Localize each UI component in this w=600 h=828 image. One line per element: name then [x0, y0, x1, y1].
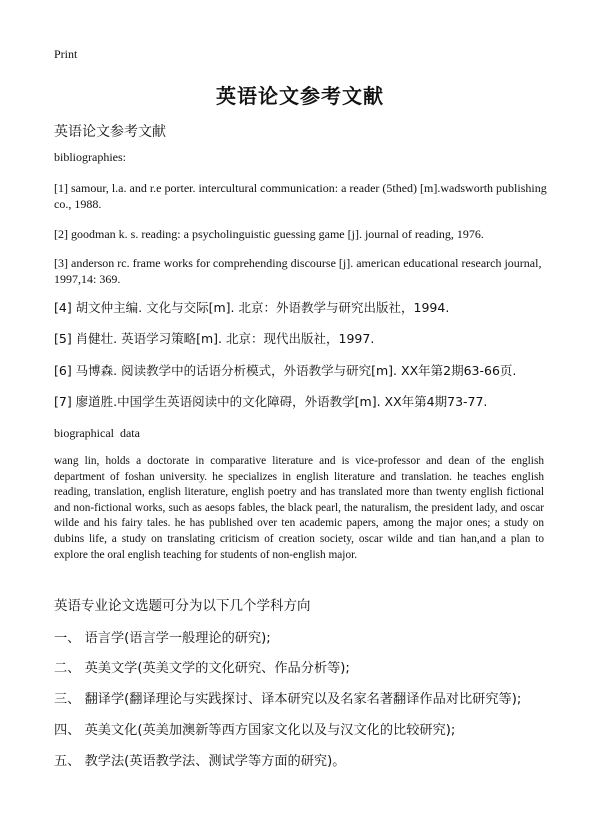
direction-item: 一、 语言学(语言学一般理论的研究); [54, 631, 271, 646]
direction-item: 五、 教学法(英语教学法、测试学等方面的研究)。 [54, 754, 346, 769]
subtitle: 英语论文参考文献 [54, 124, 166, 140]
direction-item: 四、 英美文化(英美加澳新等西方国家文化以及与汉文化的比较研究); [54, 723, 456, 738]
direction-item: 二、 英美文学(英美文学的文化研究、作品分析等); [54, 661, 350, 676]
directions-heading: 英语专业论文选题可分为以下几个学科方向 [54, 598, 311, 614]
reference-4: [4] 胡文仲主编. 文化与交际[m]. 北京：外语教学与研究出版社，1994. [54, 300, 450, 315]
page-title: 英语论文参考文献 [216, 84, 384, 108]
biographical-heading: biographical data [54, 426, 140, 440]
reference-5: [5] 肖健壮. 英语学习策略[m]. 北京：现代出版社，1997. [54, 331, 375, 346]
reference-3: [3] anderson rc. frame works for comprehending discourse [j]. american educational research journal, 1997,14: 369. [54, 256, 542, 286]
reference-6: [6] 马博森. 阅读教学中的话语分析模式，外语教学与研究[m]. XX年第2期63-66页. [54, 363, 517, 378]
direction-item: 三、 翻译学(翻译理论与实践探讨、译本研究以及名家名著翻译作品对比研究等); [54, 692, 522, 707]
reference-2: [2] goodman k. s. reading: a psycholinguistic guessing game [j]. journal of reading, 1976. [54, 227, 484, 241]
bibliographies-heading: bibliographies: [54, 150, 126, 164]
reference-7: [7] 廖道胜.中国学生英语阅读中的文化障碍，外语教学[m]. XX年第4期73-77. [54, 394, 488, 409]
biographical-paragraph: wang lin, holds a doctorate in comparative literature and is vice-professor and dean of the english department of foshan university. he specializes in english literature and translation. he teaches english reading, translation, english literature, english poetry and has translated more than twenty english fictional and non-fictional works, such as aesops fables, the black pearl, the naturalism, the president lady, and oscar wilde and his fairy tales. he has published over ten academic papers, among the major ones; a study on dubins life, a study on translating criticism of creation society, oscar wilde and tian han,and a plan to explore the oral english teaching for students of non-english major. [54, 455, 544, 561]
print-label: Print [54, 47, 78, 61]
reference-1: [1] samour, l.a. and r.e porter. intercultural communication: a reader (5thed) [m].wadsworth publishing co., 1988. [54, 181, 547, 211]
